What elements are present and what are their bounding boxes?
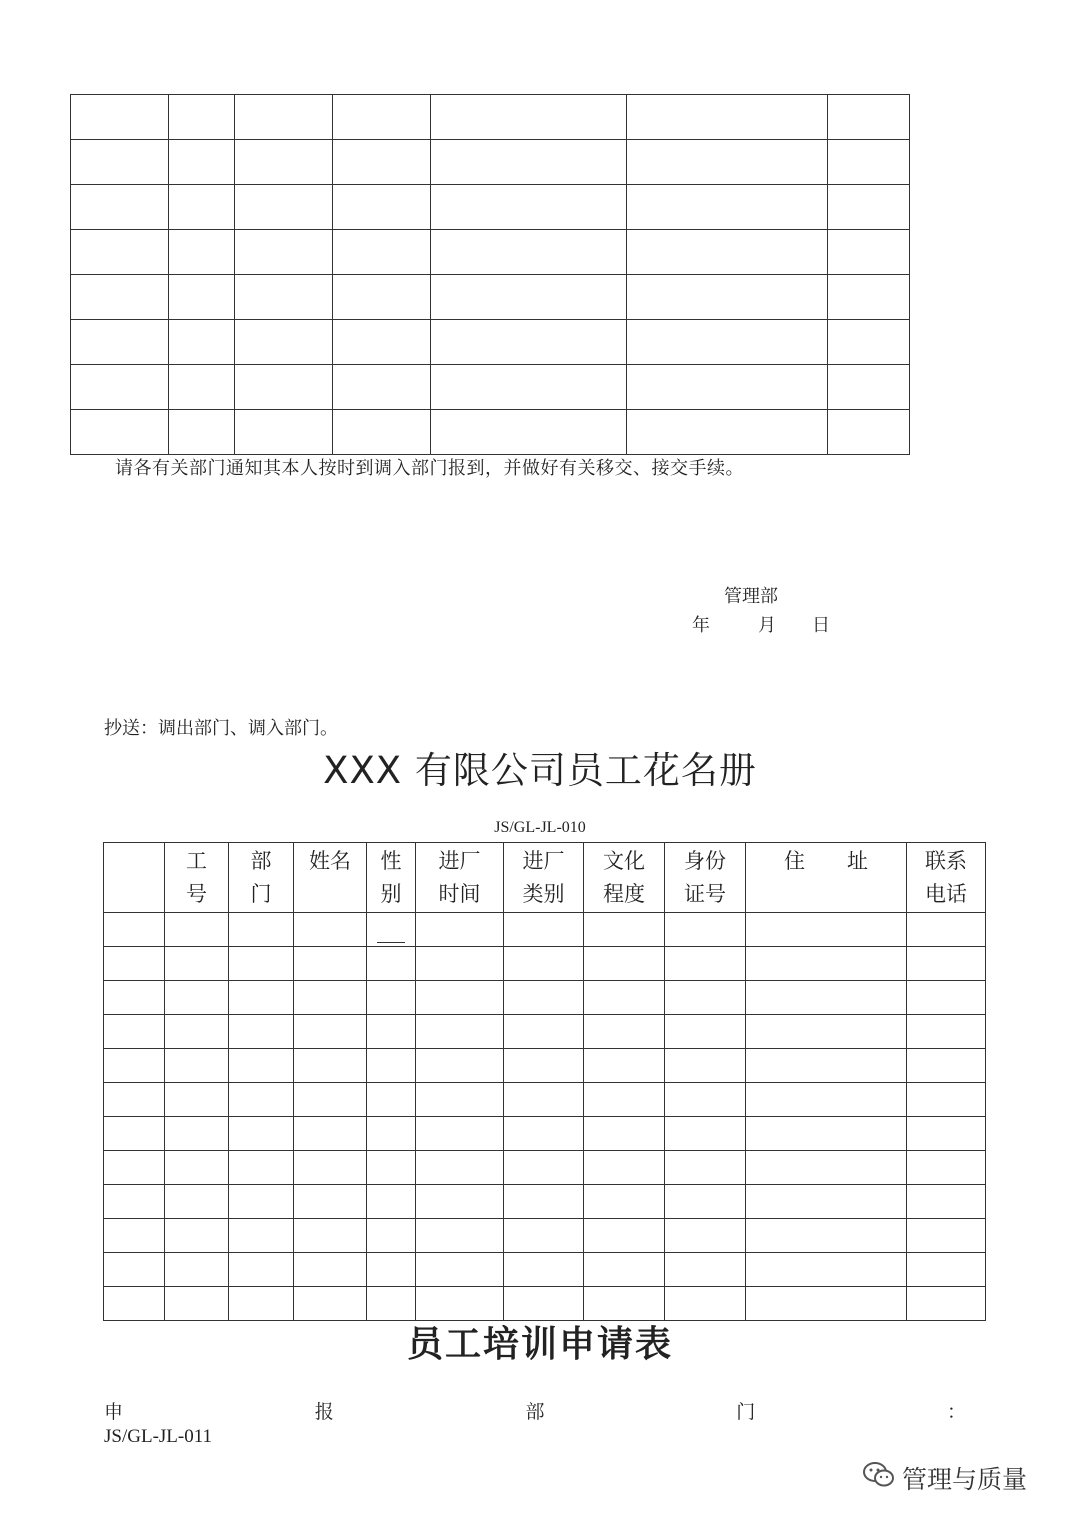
roster-header-cell [584, 843, 665, 913]
table-cell [294, 1253, 367, 1287]
header-line: 时间 [438, 882, 481, 906]
table-cell [367, 1151, 416, 1185]
table-cell [828, 320, 910, 365]
table-cell [294, 1083, 367, 1117]
table-cell [71, 275, 169, 320]
table-cell [828, 365, 910, 410]
header-line: 电话 [925, 882, 967, 906]
table-cell [165, 1253, 229, 1287]
table-cell [665, 1219, 746, 1253]
table-cell [431, 275, 627, 320]
date-line [692, 611, 830, 637]
table-cell [584, 1117, 665, 1151]
table-cell [746, 981, 907, 1015]
table-cell [828, 140, 910, 185]
table-cell [907, 1253, 986, 1287]
table-cell [165, 947, 229, 981]
table-cell [229, 1049, 294, 1083]
table-cell [333, 230, 431, 275]
table-cell [416, 1083, 504, 1117]
table-cell [367, 1049, 416, 1083]
table-cell [333, 320, 431, 365]
table-row [104, 913, 986, 947]
table-cell [416, 947, 504, 981]
table-cell [367, 1015, 416, 1049]
table-cell [333, 95, 431, 140]
table-cell [584, 1219, 665, 1253]
table-cell [828, 410, 910, 455]
table-row [104, 1083, 986, 1117]
table-cell [71, 320, 169, 365]
header-line: 姓名 [309, 849, 351, 873]
table-cell [584, 947, 665, 981]
table-cell [165, 1049, 229, 1083]
table-cell [294, 913, 367, 947]
table-row [104, 1185, 986, 1219]
table-cell [907, 1185, 986, 1219]
table-cell [294, 1049, 367, 1083]
table-cell [627, 230, 828, 275]
table-row [104, 1151, 986, 1185]
apply-char: ： [946, 1401, 966, 1423]
header-line: 工 [186, 849, 207, 873]
table-cell [367, 1219, 416, 1253]
table-cell [104, 913, 165, 947]
table-cell [665, 1049, 746, 1083]
table-cell [165, 1015, 229, 1049]
table-cell [71, 95, 169, 140]
table-row [71, 410, 910, 455]
header-line: 门 [250, 882, 272, 906]
table-cell [165, 981, 229, 1015]
table-cell [584, 1253, 665, 1287]
table-cell [416, 1253, 504, 1287]
roster-header-cell [229, 843, 294, 913]
training-code: JS/GL-JL-011 [104, 1426, 213, 1447]
header-line: 住 址 [784, 849, 868, 873]
roster-header-cell [294, 843, 367, 913]
table-cell [104, 1185, 165, 1219]
table-cell [333, 140, 431, 185]
table-cell [229, 1117, 294, 1151]
header-line: 联系 [925, 849, 967, 873]
table-cell [229, 1185, 294, 1219]
table-cell [104, 1083, 165, 1117]
table-cell [665, 1253, 746, 1287]
date-day: 日 [812, 615, 830, 636]
table-cell [367, 981, 416, 1015]
header-line: 身份 [684, 849, 726, 873]
table-row [104, 1015, 986, 1049]
table-cell [71, 365, 169, 410]
table-cell [627, 320, 828, 365]
apply-char: 部 [525, 1401, 545, 1423]
table-cell [104, 1117, 165, 1151]
apply-department-line [104, 1397, 966, 1424]
table-cell [504, 1151, 584, 1185]
table-cell [828, 230, 910, 275]
watermark [862, 1460, 1027, 1496]
table-cell [504, 1219, 584, 1253]
table-cell [333, 275, 431, 320]
table-cell [169, 140, 235, 185]
table-cell [169, 365, 235, 410]
table-row [104, 981, 986, 1015]
table-cell [165, 1117, 229, 1151]
roster-header-cell [665, 843, 746, 913]
header-line: 别 [380, 882, 402, 906]
table-cell [746, 1015, 907, 1049]
table-cell [665, 1151, 746, 1185]
transfer-table [70, 94, 910, 455]
transfer-instruction: 请各有关部门通知其本人按时到调入部门报到，并做好有关移交、接交手续。 [115, 458, 744, 479]
table-cell [294, 1117, 367, 1151]
table-row [71, 185, 910, 230]
roster-header-cell [504, 843, 584, 913]
table-cell [746, 1151, 907, 1185]
table-cell [584, 1049, 665, 1083]
table-row [71, 365, 910, 410]
table-cell [333, 365, 431, 410]
roster-header-cell [165, 843, 229, 913]
table-cell [665, 1083, 746, 1117]
table-cell [504, 981, 584, 1015]
header-line: 程度 [603, 882, 645, 906]
table-cell [504, 913, 584, 947]
table-cell [229, 1083, 294, 1117]
table-cell [333, 410, 431, 455]
table-cell [169, 410, 235, 455]
table-cell [665, 1117, 746, 1151]
table-cell [235, 140, 333, 185]
table-cell [71, 410, 169, 455]
table-cell [504, 947, 584, 981]
table-cell [665, 981, 746, 1015]
table-cell [665, 947, 746, 981]
table-row [71, 95, 910, 140]
table-cell [104, 1151, 165, 1185]
table-cell [907, 913, 986, 947]
table-cell [367, 913, 416, 947]
watermark-label: 管理与质量 [902, 1465, 1028, 1494]
table-cell [584, 913, 665, 947]
table-cell [165, 1185, 229, 1219]
roster-title: XXX 有限公司员工花名册 [323, 749, 757, 792]
table-cell [416, 913, 504, 947]
table-cell [229, 1219, 294, 1253]
table-cell [165, 1219, 229, 1253]
table-cell [431, 410, 627, 455]
table-cell [828, 275, 910, 320]
table-cell [627, 185, 828, 230]
apply-char: 申 [104, 1401, 124, 1423]
roster-table [103, 842, 986, 1321]
table-cell [367, 1185, 416, 1219]
table-cell [584, 1151, 665, 1185]
table-cell [665, 1015, 746, 1049]
table-cell [169, 320, 235, 365]
header-line: 证号 [684, 882, 726, 906]
table-cell [907, 947, 986, 981]
table-cell [627, 410, 828, 455]
table-cell [294, 1185, 367, 1219]
table-cell [235, 230, 333, 275]
table-cell [165, 913, 229, 947]
table-cell [235, 185, 333, 230]
table-cell [169, 185, 235, 230]
table-cell [665, 1185, 746, 1219]
header-line: 类别 [522, 882, 565, 906]
table-row [71, 230, 910, 275]
table-row [104, 1253, 986, 1287]
table-cell [165, 1151, 229, 1185]
header-line: 性 [380, 849, 402, 873]
table-cell [71, 185, 169, 230]
table-cell [229, 913, 294, 947]
table-cell [416, 1151, 504, 1185]
roster-header-cell [367, 843, 416, 913]
table-cell [229, 1151, 294, 1185]
header-line: 部 [250, 849, 272, 873]
table-cell [907, 1049, 986, 1083]
table-cell [416, 1117, 504, 1151]
table-cell [294, 1151, 367, 1185]
table-cell [235, 95, 333, 140]
signer-department: 管理部 [724, 586, 778, 607]
table-cell [584, 981, 665, 1015]
table-row [71, 140, 910, 185]
table-cell [746, 1117, 907, 1151]
table-cell [416, 1015, 504, 1049]
table-cell [828, 95, 910, 140]
table-cell [235, 410, 333, 455]
apply-char: 门 [736, 1401, 756, 1423]
table-row [104, 1219, 986, 1253]
table-cell [746, 947, 907, 981]
table-cell [104, 1015, 165, 1049]
training-title: 员工培训申请表 [406, 1324, 673, 1365]
table-cell [104, 1049, 165, 1083]
table-cell [627, 365, 828, 410]
table-cell [104, 1219, 165, 1253]
table-row [104, 1049, 986, 1083]
table-cell [665, 913, 746, 947]
table-cell [169, 95, 235, 140]
table-cell [416, 1049, 504, 1083]
wechat-icon [862, 1460, 896, 1496]
table-cell [294, 947, 367, 981]
table-cell [627, 275, 828, 320]
table-cell [367, 1083, 416, 1117]
table-cell [367, 947, 416, 981]
table-cell [431, 365, 627, 410]
table-cell [828, 185, 910, 230]
table-cell [504, 1117, 584, 1151]
table-cell [235, 275, 333, 320]
table-cell [907, 1083, 986, 1117]
table-cell [169, 230, 235, 275]
table-cell [746, 913, 907, 947]
table-cell [294, 981, 367, 1015]
roster-header-cell [416, 843, 504, 913]
table-cell [907, 981, 986, 1015]
table-cell [504, 1083, 584, 1117]
table-row [104, 1117, 986, 1151]
table-cell [504, 1253, 584, 1287]
table-cell [746, 1083, 907, 1117]
table-cell [907, 1219, 986, 1253]
table-cell [229, 947, 294, 981]
table-cell [229, 1015, 294, 1049]
table-cell [229, 981, 294, 1015]
table-cell [504, 1185, 584, 1219]
table-cell [746, 1049, 907, 1083]
roster-header-cell [104, 843, 165, 913]
table-cell [104, 1253, 165, 1287]
table-cell [165, 1083, 229, 1117]
table-cell [431, 230, 627, 275]
table-cell [104, 947, 165, 981]
roster-header-cell [746, 843, 907, 913]
table-cell [367, 1117, 416, 1151]
date-month: 月 [758, 615, 776, 636]
table-cell [746, 1219, 907, 1253]
roster-header-cell [907, 843, 986, 913]
table-cell [627, 140, 828, 185]
table-cell [71, 230, 169, 275]
table-cell [333, 185, 431, 230]
table-row [71, 275, 910, 320]
header-line: 进厂 [438, 849, 481, 873]
table-cell [169, 275, 235, 320]
table-cell [416, 1219, 504, 1253]
table-cell [367, 1253, 416, 1287]
table-cell [71, 140, 169, 185]
table-cell [584, 1015, 665, 1049]
apply-char: 报 [314, 1401, 334, 1423]
table-cell [229, 1253, 294, 1287]
date-year: 年 [692, 615, 710, 636]
table-cell [504, 1049, 584, 1083]
table-cell [907, 1117, 986, 1151]
header-line: 文化 [603, 849, 645, 873]
table-cell [431, 320, 627, 365]
table-row [71, 320, 910, 365]
table-cell [104, 981, 165, 1015]
table-cell [235, 320, 333, 365]
header-line: 进厂 [522, 849, 565, 873]
table-cell [416, 1185, 504, 1219]
table-cell [627, 95, 828, 140]
table-cell [907, 1015, 986, 1049]
roster-code: JS/GL-JL-010 [494, 819, 586, 836]
table-cell [416, 981, 504, 1015]
table-cell [746, 1185, 907, 1219]
table-cell [431, 185, 627, 230]
table-cell [504, 1015, 584, 1049]
table-cell [584, 1083, 665, 1117]
table-cell [431, 140, 627, 185]
table-cell [431, 95, 627, 140]
table-cell [294, 1015, 367, 1049]
table-cell [907, 1151, 986, 1185]
table-cell [746, 1253, 907, 1287]
table-cell [294, 1219, 367, 1253]
table-cell [235, 365, 333, 410]
header-line: 号 [186, 882, 207, 906]
table-row [104, 947, 986, 981]
table-cell [584, 1185, 665, 1219]
cc-line: 抄送：调出部门、调入部门。 [104, 718, 338, 739]
